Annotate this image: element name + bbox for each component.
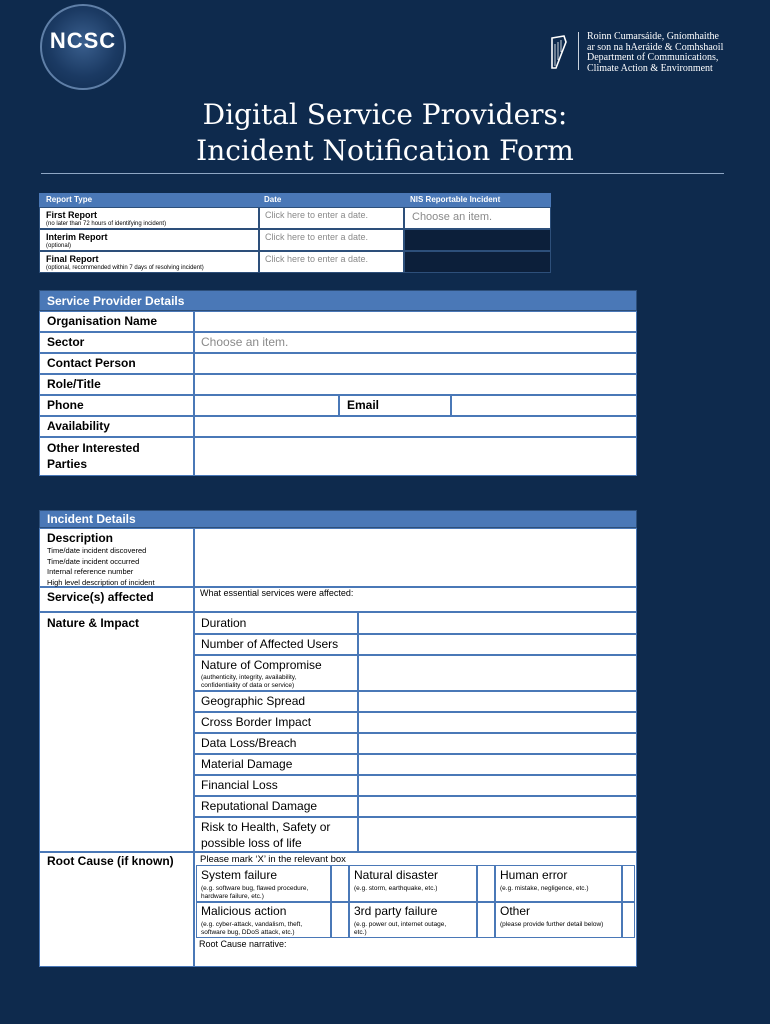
nis-reportable-value: Choose an item.	[412, 211, 493, 223]
description-field[interactable]	[194, 528, 637, 587]
page-title-line-1: Digital Service Providers:	[202, 98, 568, 131]
department-name	[587, 32, 757, 74]
impact-reputational-label: Reputational Damage	[194, 796, 358, 817]
services-affected-field[interactable]	[194, 587, 637, 612]
compromise-note-2: confidentiality of data or service)	[201, 682, 295, 689]
cause-malicious-note-2: software bug, DDoS attack, etc.)	[201, 929, 295, 936]
availability-label: Availability	[39, 416, 194, 437]
dept-line-1: Roinn Cumarsáide, Gníomhaithe	[587, 31, 719, 42]
dept-line-4: Climate Action & Environment	[587, 62, 713, 74]
first-report-date[interactable]	[259, 207, 404, 229]
impact-users-label: Number of Affected Users	[194, 634, 358, 655]
nature-impact-label-cell	[39, 612, 194, 852]
description-label: Description	[47, 531, 114, 545]
cause-system-label: System failure	[201, 868, 278, 882]
contact-person-label: Contact Person	[39, 353, 194, 374]
cause-human-checkbox[interactable]	[622, 865, 635, 902]
availability-field[interactable]	[194, 416, 637, 437]
impact-dataloss-label: Data Loss/Breach	[194, 733, 358, 754]
cause-other-note-1: (please provide further detail below)	[500, 921, 604, 928]
org-name-label: Organisation Name	[39, 311, 194, 332]
cause-human-error	[495, 865, 622, 902]
root-cause-narrative-field[interactable]	[196, 938, 635, 965]
root-cause-label-cell	[39, 852, 194, 967]
dept-divider	[578, 32, 579, 70]
impact-dataloss-field[interactable]	[358, 733, 637, 754]
impact-health-cell	[194, 817, 358, 852]
impact-compromise-field[interactable]	[358, 655, 637, 691]
impact-duration-label: Duration	[194, 612, 358, 634]
cause-malicious-action	[196, 902, 331, 938]
impact-health-line-2: possible loss of life	[201, 836, 302, 850]
service-provider-header: Service Provider Details	[39, 290, 637, 311]
interim-report-cell	[39, 229, 259, 251]
email-field[interactable]	[451, 395, 637, 416]
sector-label: Sector	[39, 332, 194, 353]
cause-other-checkbox[interactable]	[622, 902, 635, 938]
cause-system-failure	[196, 865, 331, 902]
interim-nis-cell	[404, 229, 551, 251]
first-report-date-placeholder: Click here to enter a date.	[265, 210, 369, 220]
cause-system-checkbox[interactable]	[331, 865, 349, 902]
phone-label: Phone	[39, 395, 194, 416]
cause-human-label: Human error	[500, 868, 568, 882]
dept-line-3: Department of Communications,	[587, 52, 719, 63]
cause-system-note-1: (e.g. software bug, flawed procedure,	[201, 885, 309, 892]
sector-select[interactable]: Choose an item.	[194, 332, 637, 353]
description-line-4: High level description of incident	[47, 577, 155, 587]
cause-natural-label: Natural disaster	[354, 868, 439, 882]
other-parties-line-2: Parties	[47, 457, 88, 471]
cause-natural-disaster	[349, 865, 477, 902]
final-report-label: Final Report	[46, 254, 99, 264]
cause-third-party-failure	[349, 902, 477, 938]
interim-report-label: Interim Report	[46, 232, 108, 242]
final-report-cell	[39, 251, 259, 273]
cause-human-note-1: (e.g. mistake, negligence, etc.)	[500, 885, 589, 892]
report-type-header: Report Type	[46, 195, 93, 204]
services-affected-prompt: What essential services were affected:	[200, 588, 354, 598]
cause-third-party-note-1: (e.g. power out, internet outage,	[354, 921, 447, 928]
impact-compromise-label: Nature of Compromise	[201, 658, 322, 672]
root-cause-narrative-label: Root Cause narrative:	[199, 939, 287, 949]
other-parties-line-1: Other Interested	[47, 441, 140, 455]
compromise-note-1: (authenticity, integrity, availability,	[201, 674, 297, 681]
final-report-date-placeholder: Click here to enter a date.	[265, 254, 369, 264]
first-report-cell	[39, 207, 259, 229]
nis-header: NIS Reportable Incident	[410, 195, 501, 204]
role-title-label: Role/Title	[39, 374, 194, 395]
cause-malicious-label: Malicious action	[201, 904, 287, 918]
final-report-date[interactable]	[259, 251, 404, 273]
cause-other	[495, 902, 622, 938]
page-title-line-2: Incident Notification Form	[196, 134, 574, 167]
final-report-note: (optional, recommended within 7 days of resolving incident)	[46, 265, 204, 271]
impact-financial-field[interactable]	[358, 775, 637, 796]
cause-natural-note-1: (e.g. storm, earthquake, etc.)	[354, 885, 438, 892]
cause-malicious-checkbox[interactable]	[331, 902, 349, 938]
impact-reputational-field[interactable]	[358, 796, 637, 817]
impact-geographic-field[interactable]	[358, 691, 637, 712]
description-line-2: Time/date incident occurred	[47, 556, 140, 566]
root-cause-label: Root Cause (if known)	[47, 854, 174, 868]
cause-system-note-2: hardware failure, etc.)	[201, 893, 264, 900]
impact-users-field[interactable]	[358, 634, 637, 655]
cause-third-party-note-2: etc.)	[354, 929, 367, 936]
impact-material-field[interactable]	[358, 754, 637, 775]
contact-person-field[interactable]	[194, 353, 637, 374]
impact-crossborder-label: Cross Border Impact	[194, 712, 358, 733]
nature-impact-label: Nature & Impact	[47, 616, 140, 630]
impact-financial-label: Financial Loss	[194, 775, 358, 796]
description-line-1: Time/date incident discovered	[47, 546, 147, 555]
cause-other-label: Other	[500, 904, 531, 918]
email-label: Email	[339, 395, 451, 416]
description-label-cell	[39, 528, 194, 587]
impact-crossborder-field[interactable]	[358, 712, 637, 733]
impact-material-label: Material Damage	[194, 754, 358, 775]
date-header: Date	[264, 195, 282, 204]
dept-line-2: ar son na hAeráide & Comhshaoil	[587, 41, 724, 53]
interim-report-date[interactable]	[259, 229, 404, 251]
impact-health-field[interactable]	[358, 817, 637, 852]
interim-report-date-placeholder: Click here to enter a date.	[265, 232, 369, 242]
interim-report-note: (optional)	[46, 243, 72, 249]
final-nis-cell	[404, 251, 551, 273]
phone-field[interactable]	[194, 395, 339, 416]
impact-compromise-cell	[194, 655, 358, 691]
impact-geographic-label: Geographic Spread	[194, 691, 358, 712]
ncsc-logo-text: NCSC	[49, 28, 117, 53]
other-parties-field[interactable]	[194, 437, 637, 476]
title-divider	[41, 173, 724, 174]
org-name-field[interactable]	[194, 311, 637, 332]
cause-natural-checkbox[interactable]	[477, 865, 495, 902]
root-cause-prompt: Please mark ‘X’ in the relevant box	[200, 854, 346, 865]
other-parties-label	[39, 437, 194, 476]
cause-third-party-checkbox[interactable]	[477, 902, 495, 938]
role-title-field[interactable]	[194, 374, 637, 395]
first-report-label: First Report	[46, 210, 98, 220]
harp-icon	[548, 34, 570, 70]
impact-health-line-1: Risk to Health, Safety or	[201, 820, 331, 834]
description-line-3: Internal reference number	[47, 567, 134, 576]
cause-malicious-note-1: (e.g. cyber-attack, vandalism, theft,	[201, 921, 303, 928]
incident-details-header: Incident Details	[39, 510, 637, 528]
cause-third-party-label: 3rd party failure	[354, 904, 438, 918]
impact-duration-field[interactable]	[358, 612, 637, 634]
services-affected-label: Service(s) affected	[39, 587, 194, 612]
nis-reportable-select[interactable]	[404, 207, 551, 229]
first-report-note: (no later than 72 hours of identifying incident)	[46, 221, 167, 227]
